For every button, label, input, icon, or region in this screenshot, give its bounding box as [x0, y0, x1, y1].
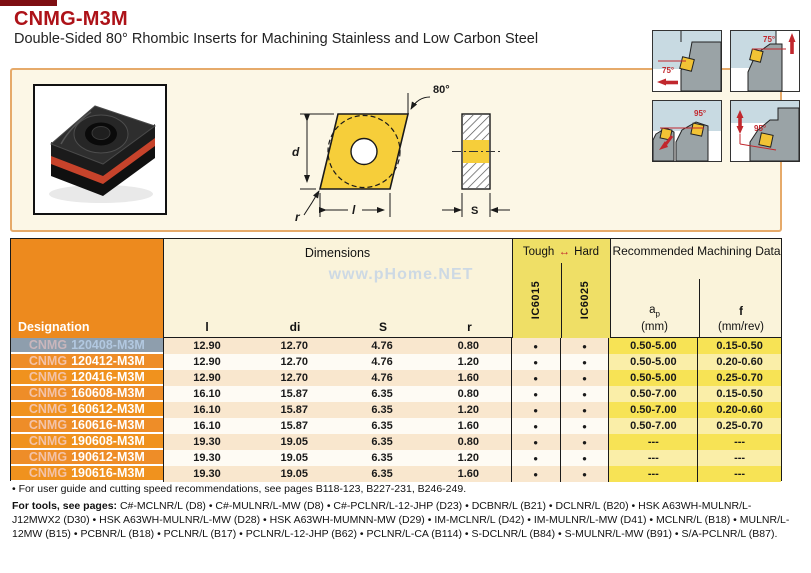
- designation-cell: CNMG 120408-M3M: [11, 338, 163, 354]
- di-value: 19.05: [250, 466, 338, 482]
- f-value: 0.20-0.60: [697, 402, 781, 418]
- holder-thumb-profiling-95-icon: [652, 100, 722, 162]
- f-value: ---: [697, 434, 781, 450]
- s-value: 6.35: [338, 418, 426, 434]
- dimensions-header-label: Dimensions: [304, 246, 371, 260]
- designation-header-label: Designation: [18, 320, 90, 334]
- ic6015-dot: ●: [511, 338, 560, 354]
- r-value: 1.60: [426, 370, 511, 386]
- header-divider: [163, 239, 164, 338]
- l-value: 19.30: [163, 466, 251, 482]
- l-value: 19.30: [163, 434, 251, 450]
- table-row: [11, 338, 781, 354]
- r-value: 1.20: [426, 450, 511, 466]
- ic6025-dot: ●: [560, 354, 609, 370]
- ap-value: 0.50-7.00: [608, 418, 697, 434]
- f-value: 0.15-0.50: [697, 386, 781, 402]
- tough-label: Tough: [522, 246, 555, 258]
- spec-table-header: [11, 239, 781, 338]
- svg-text:75°: 75°: [662, 66, 675, 75]
- r-value: 0.80: [426, 434, 511, 450]
- l-value: 12.90: [163, 338, 251, 354]
- s-value: 6.35: [338, 386, 426, 402]
- ap-value: 0.50-7.00: [608, 402, 697, 418]
- r-value: 1.20: [426, 402, 511, 418]
- designation-cell: CNMG 190616-M3M: [11, 466, 163, 482]
- col-header-f: f (mm/rev): [718, 306, 764, 333]
- l-value: 19.30: [163, 450, 251, 466]
- col-header-r: r: [467, 320, 472, 334]
- l-value: 12.90: [163, 354, 251, 370]
- ic6025-dot: ●: [560, 434, 609, 450]
- holder-thumb-facing-75-icon: [730, 30, 800, 92]
- ic6015-dot: ●: [511, 370, 560, 386]
- s-value: 4.76: [338, 338, 426, 354]
- drawing-d-label: d: [292, 145, 300, 159]
- s-value: 6.35: [338, 434, 426, 450]
- table-row: [11, 434, 781, 450]
- ap-value: 0.50-7.00: [608, 386, 697, 402]
- di-value: 15.87: [250, 386, 338, 402]
- designation-cell: CNMG 120416-M3M: [11, 370, 163, 386]
- di-value: 15.87: [250, 402, 338, 418]
- di-value: 19.05: [250, 450, 338, 466]
- f-value: 0.15-0.50: [697, 338, 781, 354]
- designation-header-cell: [11, 239, 163, 338]
- di-value: 12.70: [250, 338, 338, 354]
- designation-cell: CNMG 160616-M3M: [11, 418, 163, 434]
- di-value: 12.70: [250, 354, 338, 370]
- f-value: 0.25-0.70: [697, 370, 781, 386]
- tools-note-list: C#-MCLNR/L (D8) • C#-MULNR/L-MW (D8) • C#-PCLNR/L-12-JHP (D23) • DCBNR/L (B21) • DCLNR/L (B20) • HSK A63WH-MULNR/L-J12MWX2 (D30) • HSK A63WH-MULNR/L-MW (D28) • HSK A63WH-MUMNN-MW (D29) • IM-MCLNR/L (D42) • IM-MULNR/L-MW (D41) • MCLNR/L (B18) • MULNR/L-12MW (B15) • PCBNR/L (B18) • PCLNR/L (B17) • PCLNR/L-12-JHP (B62) • PCLNR/L-CA (B114) • S-DCLNR/L (B84) • S-MULNR/L-MW (B91) • S/A-PCLNR/L (B87).: [12, 500, 790, 541]
- designation-cell: CNMG 190608-M3M: [11, 434, 163, 450]
- ap-value: 0.50-5.00: [608, 354, 697, 370]
- s-value: 6.35: [338, 450, 426, 466]
- grade-col-ic6025: IC6025: [579, 280, 592, 320]
- ic6025-dot: ●: [560, 338, 609, 354]
- ic6025-dot: ●: [560, 450, 609, 466]
- col-header-s: S: [378, 320, 387, 334]
- ic6015-dot: ●: [511, 386, 560, 402]
- f-value: ---: [697, 466, 781, 482]
- table-row: [11, 466, 781, 482]
- r-value: 1.60: [426, 466, 511, 482]
- l-value: 12.90: [163, 370, 251, 386]
- header-divider: [699, 279, 700, 338]
- designation-cell: CNMG 120412-M3M: [11, 354, 163, 370]
- ap-value: ---: [608, 466, 697, 482]
- tough-hard-arrow-icon: ↔: [558, 246, 570, 258]
- table-row: [11, 418, 781, 434]
- f-value: ---: [697, 450, 781, 466]
- page-edge-artifact: [0, 0, 57, 6]
- ic6015-dot: ●: [511, 418, 560, 434]
- r-value: 1.60: [426, 418, 511, 434]
- dimension-drawing: [290, 77, 515, 227]
- holder-thumb-boring-95-icon: [730, 100, 800, 162]
- table-row: [11, 386, 781, 402]
- holder-thumb-turning-75-icon: [652, 30, 722, 92]
- di-value: 19.05: [250, 434, 338, 450]
- user-guide-note: • For user guide and cutting speed recommendations, see pages B118-123, B227-231, B246-249.: [12, 483, 467, 495]
- ic6025-dot: ●: [560, 370, 609, 386]
- table-body: [11, 338, 781, 480]
- hard-label: Hard: [574, 246, 600, 258]
- table-row: [11, 370, 781, 386]
- r-value: 0.80: [426, 386, 511, 402]
- grade-col-ic6015: IC6015: [530, 280, 543, 320]
- ic6025-dot: ●: [560, 402, 609, 418]
- l-value: 16.10: [163, 402, 251, 418]
- drawing-s-label: S: [471, 205, 479, 217]
- header-divider: [610, 239, 611, 338]
- di-value: 12.70: [250, 370, 338, 386]
- designation-cell: CNMG 160608-M3M: [11, 386, 163, 402]
- f-value: 0.20-0.60: [697, 354, 781, 370]
- drawing-angle-label: 80°: [433, 84, 450, 96]
- watermark-text: www.pHome.NET: [328, 266, 474, 283]
- ap-value: ---: [608, 434, 697, 450]
- page-subtitle: Double-Sided 80° Rhombic Inserts for Machining Stainless and Low Carbon Steel: [14, 31, 539, 47]
- s-value: 4.76: [338, 370, 426, 386]
- insert-photo: [33, 84, 167, 215]
- r-value: 0.80: [426, 338, 511, 354]
- ic6015-dot: ●: [511, 434, 560, 450]
- l-value: 16.10: [163, 386, 251, 402]
- s-value: 4.76: [338, 354, 426, 370]
- ic6025-dot: ●: [560, 466, 609, 482]
- table-row: [11, 450, 781, 466]
- ic6015-dot: ●: [511, 402, 560, 418]
- col-header-di: di: [289, 320, 301, 334]
- tools-note: [12, 499, 790, 541]
- ic6015-dot: ●: [511, 466, 560, 482]
- header-divider: [512, 239, 513, 338]
- svg-text:95°: 95°: [754, 124, 767, 133]
- drawing-r-label: r: [295, 210, 300, 224]
- table-row: [11, 402, 781, 418]
- designation-cell: CNMG 190612-M3M: [11, 450, 163, 466]
- f-value: 0.25-0.70: [697, 418, 781, 434]
- ap-value: 0.50-5.00: [608, 338, 697, 354]
- insert-photo-image: [35, 86, 165, 213]
- svg-text:95°: 95°: [694, 109, 707, 118]
- ap-value: 0.50-5.00: [608, 370, 697, 386]
- ic6015-dot: ●: [511, 450, 560, 466]
- table-row: [11, 354, 781, 370]
- col-header-ap: $a_p$ (mm): [641, 304, 668, 333]
- spec-table: [10, 238, 782, 481]
- s-value: 6.35: [338, 466, 426, 482]
- l-value: 16.10: [163, 418, 251, 434]
- machining-data-header-label: Recommended Machining Data: [612, 244, 781, 258]
- header-divider: [561, 263, 562, 338]
- page-title: CNMG-M3M: [14, 8, 128, 30]
- ic6025-dot: ●: [560, 418, 609, 434]
- designation-cell: CNMG 160612-M3M: [11, 402, 163, 418]
- ap-value: ---: [608, 450, 697, 466]
- ic6025-dot: ●: [560, 386, 609, 402]
- drawing-l-label: l: [352, 203, 356, 217]
- col-header-l: l: [205, 320, 209, 334]
- di-value: 15.87: [250, 418, 338, 434]
- s-value: 6.35: [338, 402, 426, 418]
- ic6015-dot: ●: [511, 354, 560, 370]
- tools-note-label: For tools, see pages:: [12, 500, 118, 512]
- r-value: 1.20: [426, 354, 511, 370]
- holder-thumbnails: [652, 30, 800, 162]
- svg-text:75°: 75°: [763, 35, 776, 44]
